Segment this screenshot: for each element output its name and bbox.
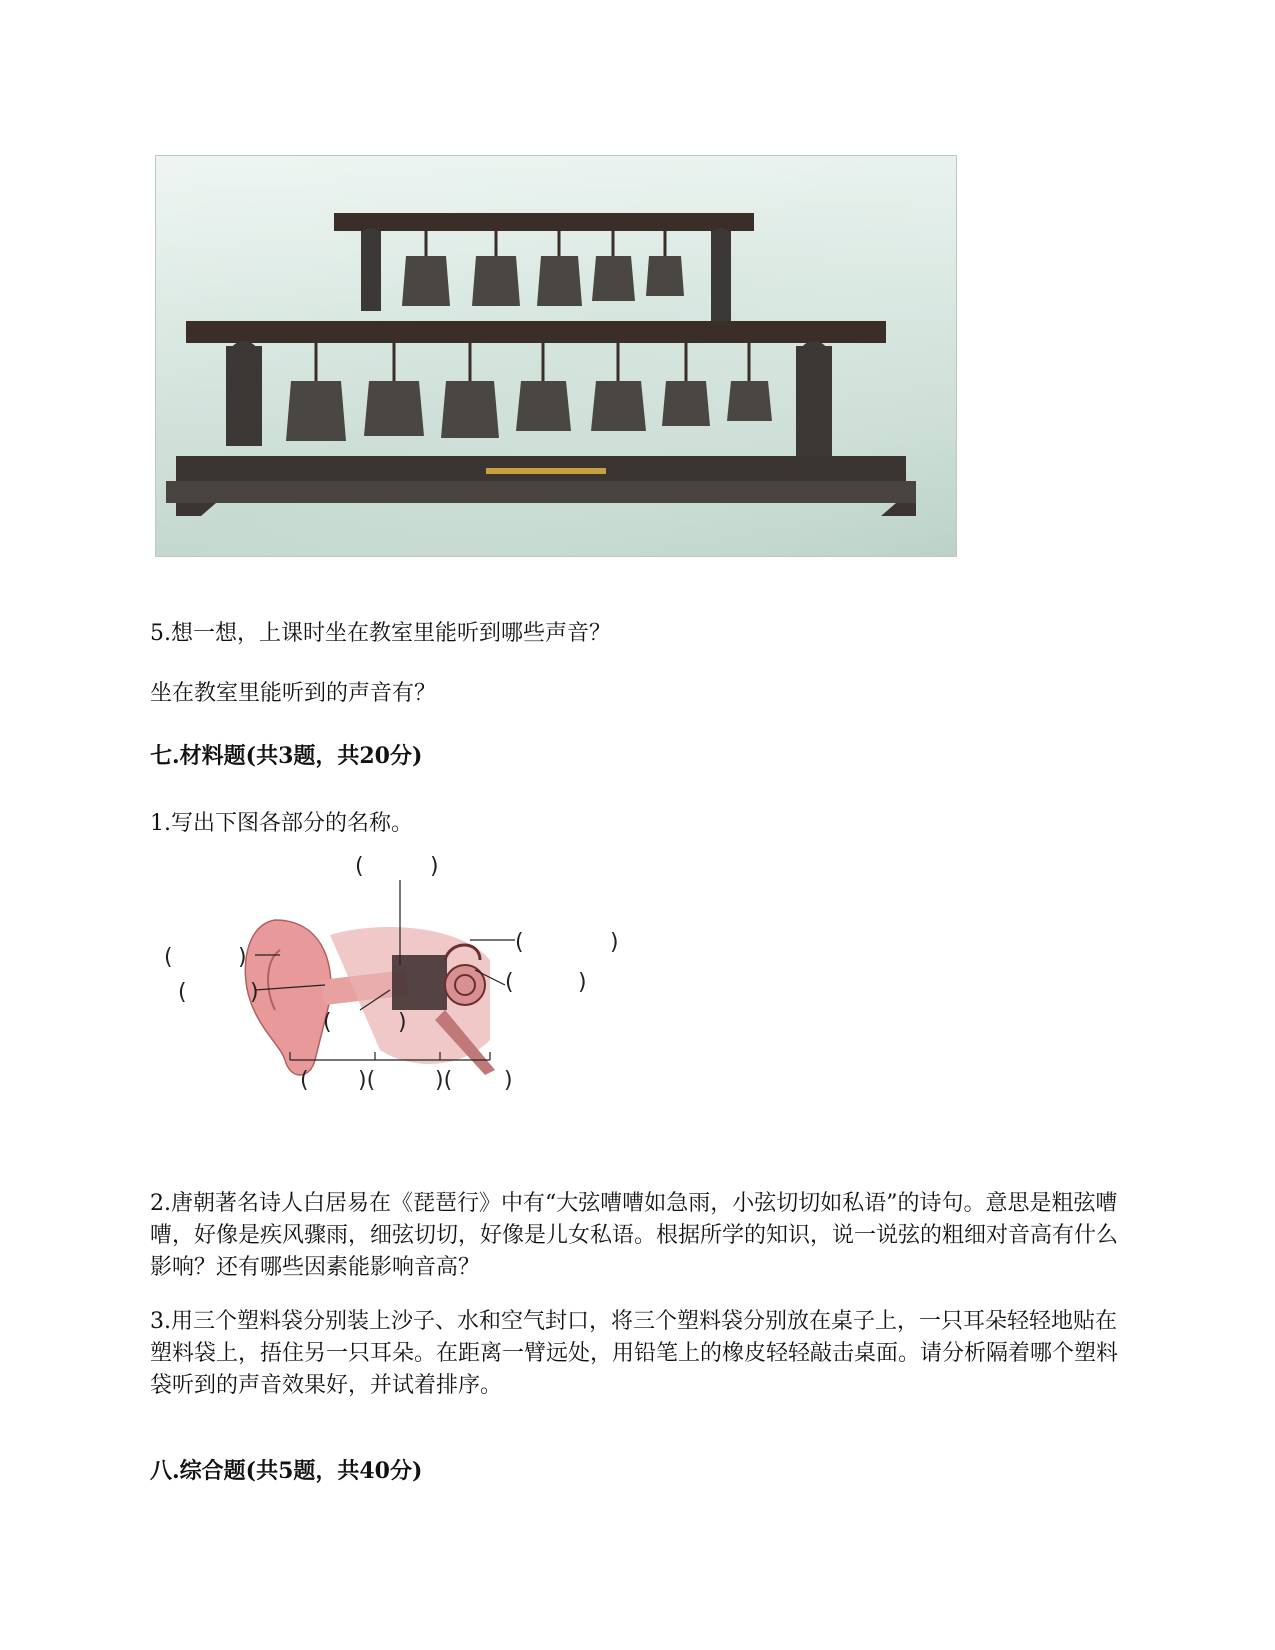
ear-anatomy-icon (160, 880, 660, 1140)
label-paren-open: ( (178, 980, 187, 1005)
label-paren-open: ( (505, 970, 514, 995)
label-paren-close: ) (578, 970, 587, 995)
chime-bells-photo (155, 155, 957, 557)
label-paren-open: ( (515, 930, 524, 955)
section-7-question-1: 1.写出下图各部分的名称。 (150, 811, 413, 836)
ear-diagram (160, 854, 660, 1140)
label-paren-close: ) (430, 854, 439, 879)
question-5: 5.想一想，上课时坐在教室里能听到哪些声音？ (150, 621, 611, 646)
label-paren-close: ) (398, 1010, 407, 1035)
section-7-title: 七.材料题(共3题，共20分) (150, 743, 423, 769)
label-paren-close: ) (238, 945, 247, 970)
section-7-question-2: 2.唐朝著名诗人白居易在《琵琶行》中有“大弦嘈嘈如急雨，小弦切切如私语”的诗句。意思是粗弦嘈嘈，好像是疾风骤雨，细弦切切，好像是儿女私语。根据所学的知识，说一说弦的粗细对音高有什么影响？还有哪些因素能影响音高？ (150, 1191, 1119, 1280)
label-paren-open: ( (300, 1068, 309, 1093)
label-paren-close: ) (504, 1068, 513, 1093)
label-paren-open: ( (323, 1010, 332, 1035)
label-paren-close: ) (250, 980, 259, 1005)
chime-bells-icon (156, 156, 956, 556)
label-paren-open: ( (164, 945, 173, 970)
label-paren-pair: )( (435, 1068, 453, 1093)
label-paren-open: ( (355, 854, 364, 879)
label-paren-close: ) (610, 930, 619, 955)
question-5-prompt: 坐在教室里能听到的声音有？ (150, 681, 437, 706)
section-8-title: 八.综合题(共5题，共40分) (150, 1458, 423, 1484)
label-paren-pair: )( (358, 1068, 376, 1093)
section-7-question-3: 3.用三个塑料袋分别装上沙子、水和空气封口，将三个塑料袋分别放在桌子上，一只耳朵轻轻地贴在塑料袋上，捂住另一只耳朵。在距离一臂远处，用铅笔上的橡皮轻轻敲击桌面。请分析隔着哪个塑料袋听到的声音效果好，并试着排序。 (150, 1309, 1119, 1398)
